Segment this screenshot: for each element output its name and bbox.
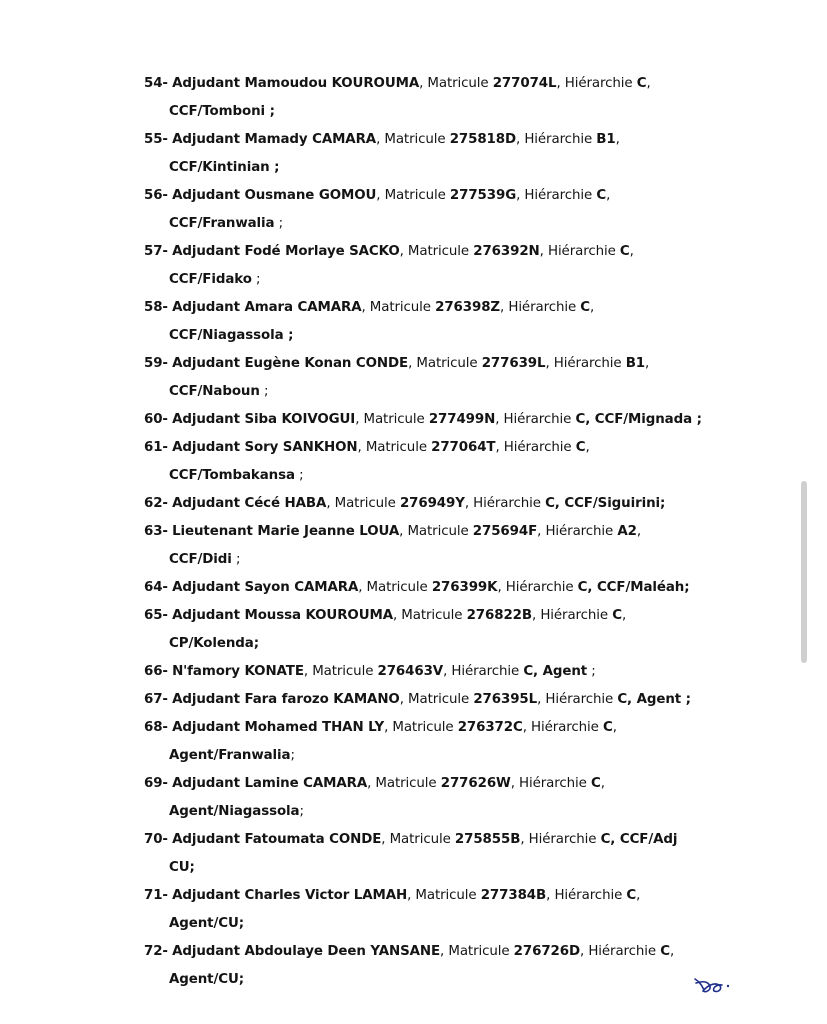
text-segment: , Hiérarchie (500, 300, 581, 315)
text-segment: C, CCF/Adj (600, 832, 678, 847)
list-item (144, 182, 764, 238)
text-segment: Agent/Niagassola (169, 804, 300, 819)
entry-line (144, 350, 764, 378)
text-segment: 64- (144, 580, 168, 595)
text-segment: , (606, 188, 611, 203)
text-segment: , Hiérarchie (532, 608, 613, 623)
list-item (144, 406, 764, 434)
text-segment: 276398Z (435, 300, 501, 315)
list-item (144, 238, 764, 294)
entry-line (144, 658, 764, 686)
list-item (144, 882, 764, 938)
entry-line (144, 770, 764, 798)
text-segment: Lieutenant Marie Jeanne LOUA (172, 524, 400, 539)
text-segment: , Hiérarchie (546, 888, 627, 903)
entry-continuation-line (144, 98, 764, 126)
text-segment: ; (259, 384, 269, 399)
text-segment: C, Agent (523, 664, 588, 679)
text-segment: ; (274, 216, 284, 231)
text-segment: 58- (144, 300, 168, 315)
text-segment: Adjudant Mamady CAMARA (172, 132, 377, 147)
text-segment: Adjudant Fara farozo KAMANO (172, 692, 400, 707)
text-segment: C, Agent ; (617, 692, 691, 707)
text-segment: 275694F (472, 524, 538, 539)
text-segment: 276726D (513, 944, 580, 959)
entry-line (144, 882, 764, 910)
text-segment: , Matricule (303, 664, 378, 679)
text-segment: 276372C (457, 720, 523, 735)
text-segment: CCF/Didi (169, 552, 232, 567)
text-segment: 277626W (440, 776, 511, 791)
text-segment: , (636, 888, 641, 903)
text-segment: , Matricule (399, 692, 474, 707)
text-segment: Adjudant Mohamed THAN LY (172, 720, 385, 735)
text-segment: A2 (617, 524, 637, 539)
text-segment: 65- (144, 608, 168, 623)
entry-continuation-line (144, 910, 764, 938)
text-segment: , (636, 524, 642, 539)
text-segment: CP/Kolenda; (169, 636, 259, 651)
text-segment: 277074L (492, 76, 557, 91)
text-segment: CCF/Franwalia (169, 216, 275, 231)
text-segment: 68- (144, 720, 168, 735)
entry-line (144, 714, 764, 742)
text-segment: C (590, 776, 601, 791)
text-segment: , Matricule (399, 524, 473, 539)
entry-line (144, 70, 764, 98)
entry-continuation-line (144, 462, 764, 490)
list-item (144, 938, 764, 994)
text-segment: C (580, 300, 590, 315)
entry-line (144, 602, 764, 630)
text-segment: Agent/CU; (169, 916, 245, 931)
text-segment: , Matricule (358, 580, 432, 595)
entry-line (144, 238, 764, 266)
text-segment: 54- (144, 76, 168, 91)
text-segment: 277064T (431, 440, 496, 455)
personnel-list (144, 70, 764, 994)
list-item (144, 434, 764, 490)
text-segment: , Matricule (407, 888, 481, 903)
text-segment: CU; (169, 860, 195, 875)
list-item (144, 826, 764, 882)
list-item (144, 126, 764, 182)
text-segment: , Hiérarchie (497, 580, 578, 595)
text-segment: Adjudant Fodé Morlaye SACKO (172, 244, 400, 259)
text-segment: C (596, 188, 607, 203)
text-segment: C, CCF/Mignada ; (575, 412, 702, 427)
text-segment: 276395L (473, 692, 538, 707)
text-segment: 275818D (449, 132, 517, 147)
text-segment: , (646, 76, 651, 91)
text-segment: , Matricule (376, 188, 450, 203)
text-segment: , Matricule (392, 608, 467, 623)
text-segment: 61- (144, 440, 168, 455)
text-segment: 276822B (466, 608, 532, 623)
entry-line (144, 126, 764, 154)
text-segment: , (629, 244, 634, 259)
list-item (144, 490, 764, 518)
text-segment: Adjudant Moussa KOUROUMA (172, 608, 393, 623)
text-segment: CCF/Naboun (169, 384, 260, 399)
text-segment: C (626, 888, 637, 903)
text-segment: , Hiérarchie (464, 496, 546, 511)
list-item (144, 686, 764, 714)
text-segment: , (600, 776, 605, 791)
text-segment: Adjudant Eugène Konan CONDE (172, 356, 409, 371)
text-segment: , Matricule (367, 776, 441, 791)
text-segment: 59- (144, 356, 168, 371)
scrollbar-thumb[interactable] (801, 481, 807, 663)
text-segment: , (615, 132, 620, 147)
text-segment: ; (231, 552, 241, 567)
entry-line (144, 686, 764, 714)
text-segment: , Hiérarchie (495, 412, 576, 427)
text-segment: , Hiérarchie (545, 356, 626, 371)
text-segment: , (612, 720, 617, 735)
text-segment: , (590, 300, 595, 315)
handwritten-initials-icon (692, 973, 734, 997)
entry-continuation-line (144, 966, 764, 994)
text-segment: C, CCF/Maléah; (577, 580, 690, 595)
text-segment: , (621, 608, 627, 623)
text-segment: Adjudant Lamine CAMARA (172, 776, 368, 791)
text-segment: 276463V (377, 664, 444, 679)
list-item (144, 658, 764, 686)
text-segment: Agent/Franwalia (169, 748, 291, 763)
entry-continuation-line (144, 798, 764, 826)
text-segment: ; (290, 748, 295, 763)
text-segment: , Hiérarchie (556, 76, 637, 91)
text-segment: C (612, 608, 622, 623)
text-segment: C (602, 720, 613, 735)
text-segment: , Matricule (361, 300, 436, 315)
list-item (144, 518, 764, 574)
text-segment: 72- (144, 944, 168, 959)
text-segment: 277639L (481, 356, 546, 371)
text-segment: , Hiérarchie (580, 944, 661, 959)
entry-line (144, 490, 764, 518)
entry-continuation-line (144, 630, 764, 658)
text-segment: , Matricule (408, 356, 482, 371)
text-segment: , Hiérarchie (539, 244, 620, 259)
list-item (144, 350, 764, 406)
text-segment: , Matricule (376, 132, 450, 147)
text-segment: 275855B (454, 832, 521, 847)
text-segment: , Hiérarchie (537, 524, 618, 539)
list-item (144, 714, 764, 770)
entry-line (144, 434, 764, 462)
text-segment: Adjudant Amara CAMARA (172, 300, 362, 315)
text-segment: ; (294, 468, 304, 483)
text-segment: 55- (144, 132, 168, 147)
text-segment: CCF/Tomboni ; (169, 104, 275, 119)
text-segment: Adjudant Abdoulaye Deen YANSANE (172, 944, 441, 959)
text-segment: 56- (144, 188, 168, 203)
text-segment: 276392N (473, 244, 540, 259)
text-segment: , (585, 440, 590, 455)
entry-continuation-line (144, 322, 764, 350)
entry-line (144, 938, 764, 966)
list-item (144, 770, 764, 826)
text-segment: 71- (144, 888, 168, 903)
text-segment: B1 (596, 132, 616, 147)
text-segment: ; (587, 664, 596, 679)
text-segment: , Matricule (399, 244, 474, 259)
text-segment: N'famory KONATE (172, 664, 304, 679)
entry-continuation-line (144, 854, 764, 882)
text-segment: C (636, 76, 647, 91)
text-segment: Adjudant Charles Victor LAMAH (172, 888, 408, 903)
text-segment: , Hiérarchie (443, 664, 524, 679)
text-segment: 62- (144, 496, 168, 511)
text-segment: 63- (144, 524, 168, 539)
entry-continuation-line (144, 742, 764, 770)
text-segment: C (619, 244, 630, 259)
text-segment: B1 (625, 356, 646, 371)
text-segment: CCF/Fidako (169, 272, 252, 287)
text-segment: , Hiérarchie (537, 692, 618, 707)
text-segment: ; (299, 804, 304, 819)
text-segment: , Matricule (419, 76, 493, 91)
text-segment: 69- (144, 776, 168, 791)
text-segment: Adjudant Fatoumata CONDE (172, 832, 382, 847)
text-segment: 277539G (449, 188, 517, 203)
text-segment: , Matricule (355, 412, 429, 427)
entry-continuation-line (144, 266, 764, 294)
entry-line (144, 182, 764, 210)
text-segment: , Hiérarchie (522, 720, 603, 735)
entry-line (144, 574, 764, 602)
entry-line (144, 406, 764, 434)
text-segment: Adjudant Ousmane GOMOU (172, 188, 377, 203)
text-segment: 57- (144, 244, 168, 259)
text-segment: CCF/Kintinian ; (169, 160, 280, 175)
entry-line (144, 518, 764, 546)
text-segment: , Matricule (381, 832, 455, 847)
text-segment: CCF/Niagassola ; (169, 328, 294, 343)
text-segment: , Matricule (357, 440, 432, 455)
text-segment: Adjudant Sayon CAMARA (172, 580, 359, 595)
entry-line (144, 294, 764, 322)
list-item (144, 602, 764, 658)
text-segment: Agent/CU; (169, 972, 245, 987)
text-segment: , Matricule (326, 496, 400, 511)
entry-continuation-line (144, 154, 764, 182)
text-segment: ; (251, 272, 261, 287)
text-segment: , Hiérarchie (495, 440, 576, 455)
text-segment: , Matricule (440, 944, 514, 959)
text-segment: Adjudant Siba KOIVOGUI (172, 412, 356, 427)
list-item (144, 294, 764, 350)
entry-line (144, 826, 764, 854)
text-segment: Adjudant Cécé HABA (172, 496, 327, 511)
text-segment: 277384B (480, 888, 547, 903)
text-segment: , Hiérarchie (510, 776, 591, 791)
text-segment: 276949Y (399, 496, 465, 511)
text-segment: 277499N (428, 412, 496, 427)
text-segment: , Hiérarchie (516, 132, 597, 147)
text-segment: , Hiérarchie (516, 188, 597, 203)
text-segment: C (575, 440, 586, 455)
text-segment: Adjudant Mamoudou KOUROUMA (172, 76, 420, 91)
entry-continuation-line (144, 546, 764, 574)
entry-continuation-line (144, 210, 764, 238)
text-segment: , Matricule (384, 720, 458, 735)
text-segment: Adjudant Sory SANKHON (172, 440, 358, 455)
text-segment: 70- (144, 832, 168, 847)
text-segment: 60- (144, 412, 168, 427)
text-segment: , (645, 356, 650, 371)
entry-continuation-line (144, 378, 764, 406)
text-segment: , Hiérarchie (520, 832, 601, 847)
text-segment: C (660, 944, 670, 959)
text-segment: 276399K (431, 580, 498, 595)
list-item (144, 574, 764, 602)
text-segment: 67- (144, 692, 168, 707)
text-segment: 66- (144, 664, 168, 679)
text-segment: CCF/Tombakansa (169, 468, 295, 483)
text-segment: C, CCF/Siguirini; (545, 496, 666, 511)
list-item (144, 70, 764, 126)
text-segment: , (669, 944, 675, 959)
